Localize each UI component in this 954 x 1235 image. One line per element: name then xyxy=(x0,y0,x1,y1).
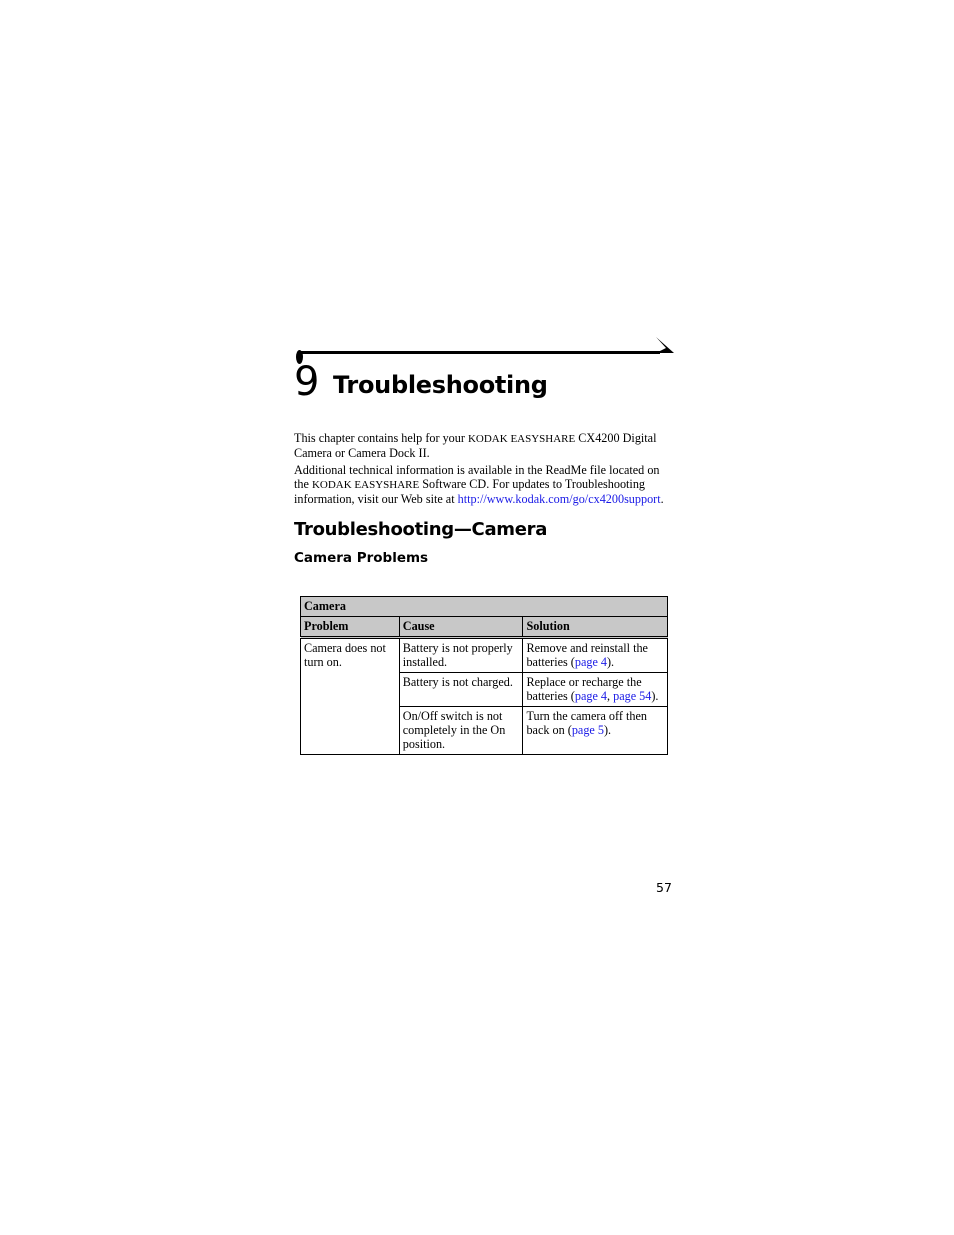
chapter-title: Troubleshooting xyxy=(333,371,548,399)
page-link[interactable]: page 5 xyxy=(571,723,604,737)
chapter-rule-line xyxy=(298,351,660,354)
problem-cell: Camera does not turn on. xyxy=(301,638,400,755)
chapter-number: 9 xyxy=(294,359,320,405)
brand-name: KODAK EASYSHARE xyxy=(467,433,576,445)
intro-paragraph-2: Additional technical information is available in the ReadMe file located on the KODAK EASYSHARE Software CD. For updates to Troubleshooting information, visit our Web site at http://www.kodak.com/go/cx4200support. xyxy=(294,463,664,506)
cause-cell: Battery is not properly installed. xyxy=(399,638,523,673)
page-link[interactable]: page 4 xyxy=(574,689,607,703)
table-header-row xyxy=(301,617,668,638)
solution-cell: Remove and reinstall the batteries (page 4). xyxy=(523,638,668,673)
header-cause: Cause xyxy=(399,617,523,638)
page-link[interactable]: page 54 xyxy=(613,689,652,703)
chapter-arrow-icon xyxy=(654,336,674,354)
header-problem: Problem xyxy=(301,617,400,638)
intro-paragraph-1: This chapter contains help for your KODAK EASYSHARE CX4200 Digital Camera or Camera Dock II. xyxy=(294,431,657,460)
table-row xyxy=(301,638,668,673)
cause-cell: Battery is not charged. xyxy=(399,673,523,707)
support-link[interactable]: http://www.kodak.com/go/cx4200support xyxy=(457,492,661,506)
camera-problems-table xyxy=(300,596,668,755)
subsection-heading: Camera Problems xyxy=(294,550,429,566)
section-heading: Troubleshooting—Camera xyxy=(294,519,548,540)
cause-cell: On/Off switch is not completely in the On position. xyxy=(399,707,523,755)
brand-name: KODAK EASYSHARE xyxy=(311,479,420,491)
solution-cell: Replace or recharge the batteries (page 4, page 54). xyxy=(523,673,668,707)
page-number: 57 xyxy=(656,880,672,895)
header-solution: Solution xyxy=(523,617,668,638)
solution-cell: Turn the camera off then back on (page 5). xyxy=(523,707,668,755)
page-link[interactable]: page 4 xyxy=(574,655,607,669)
table-caption: Camera xyxy=(301,597,668,617)
